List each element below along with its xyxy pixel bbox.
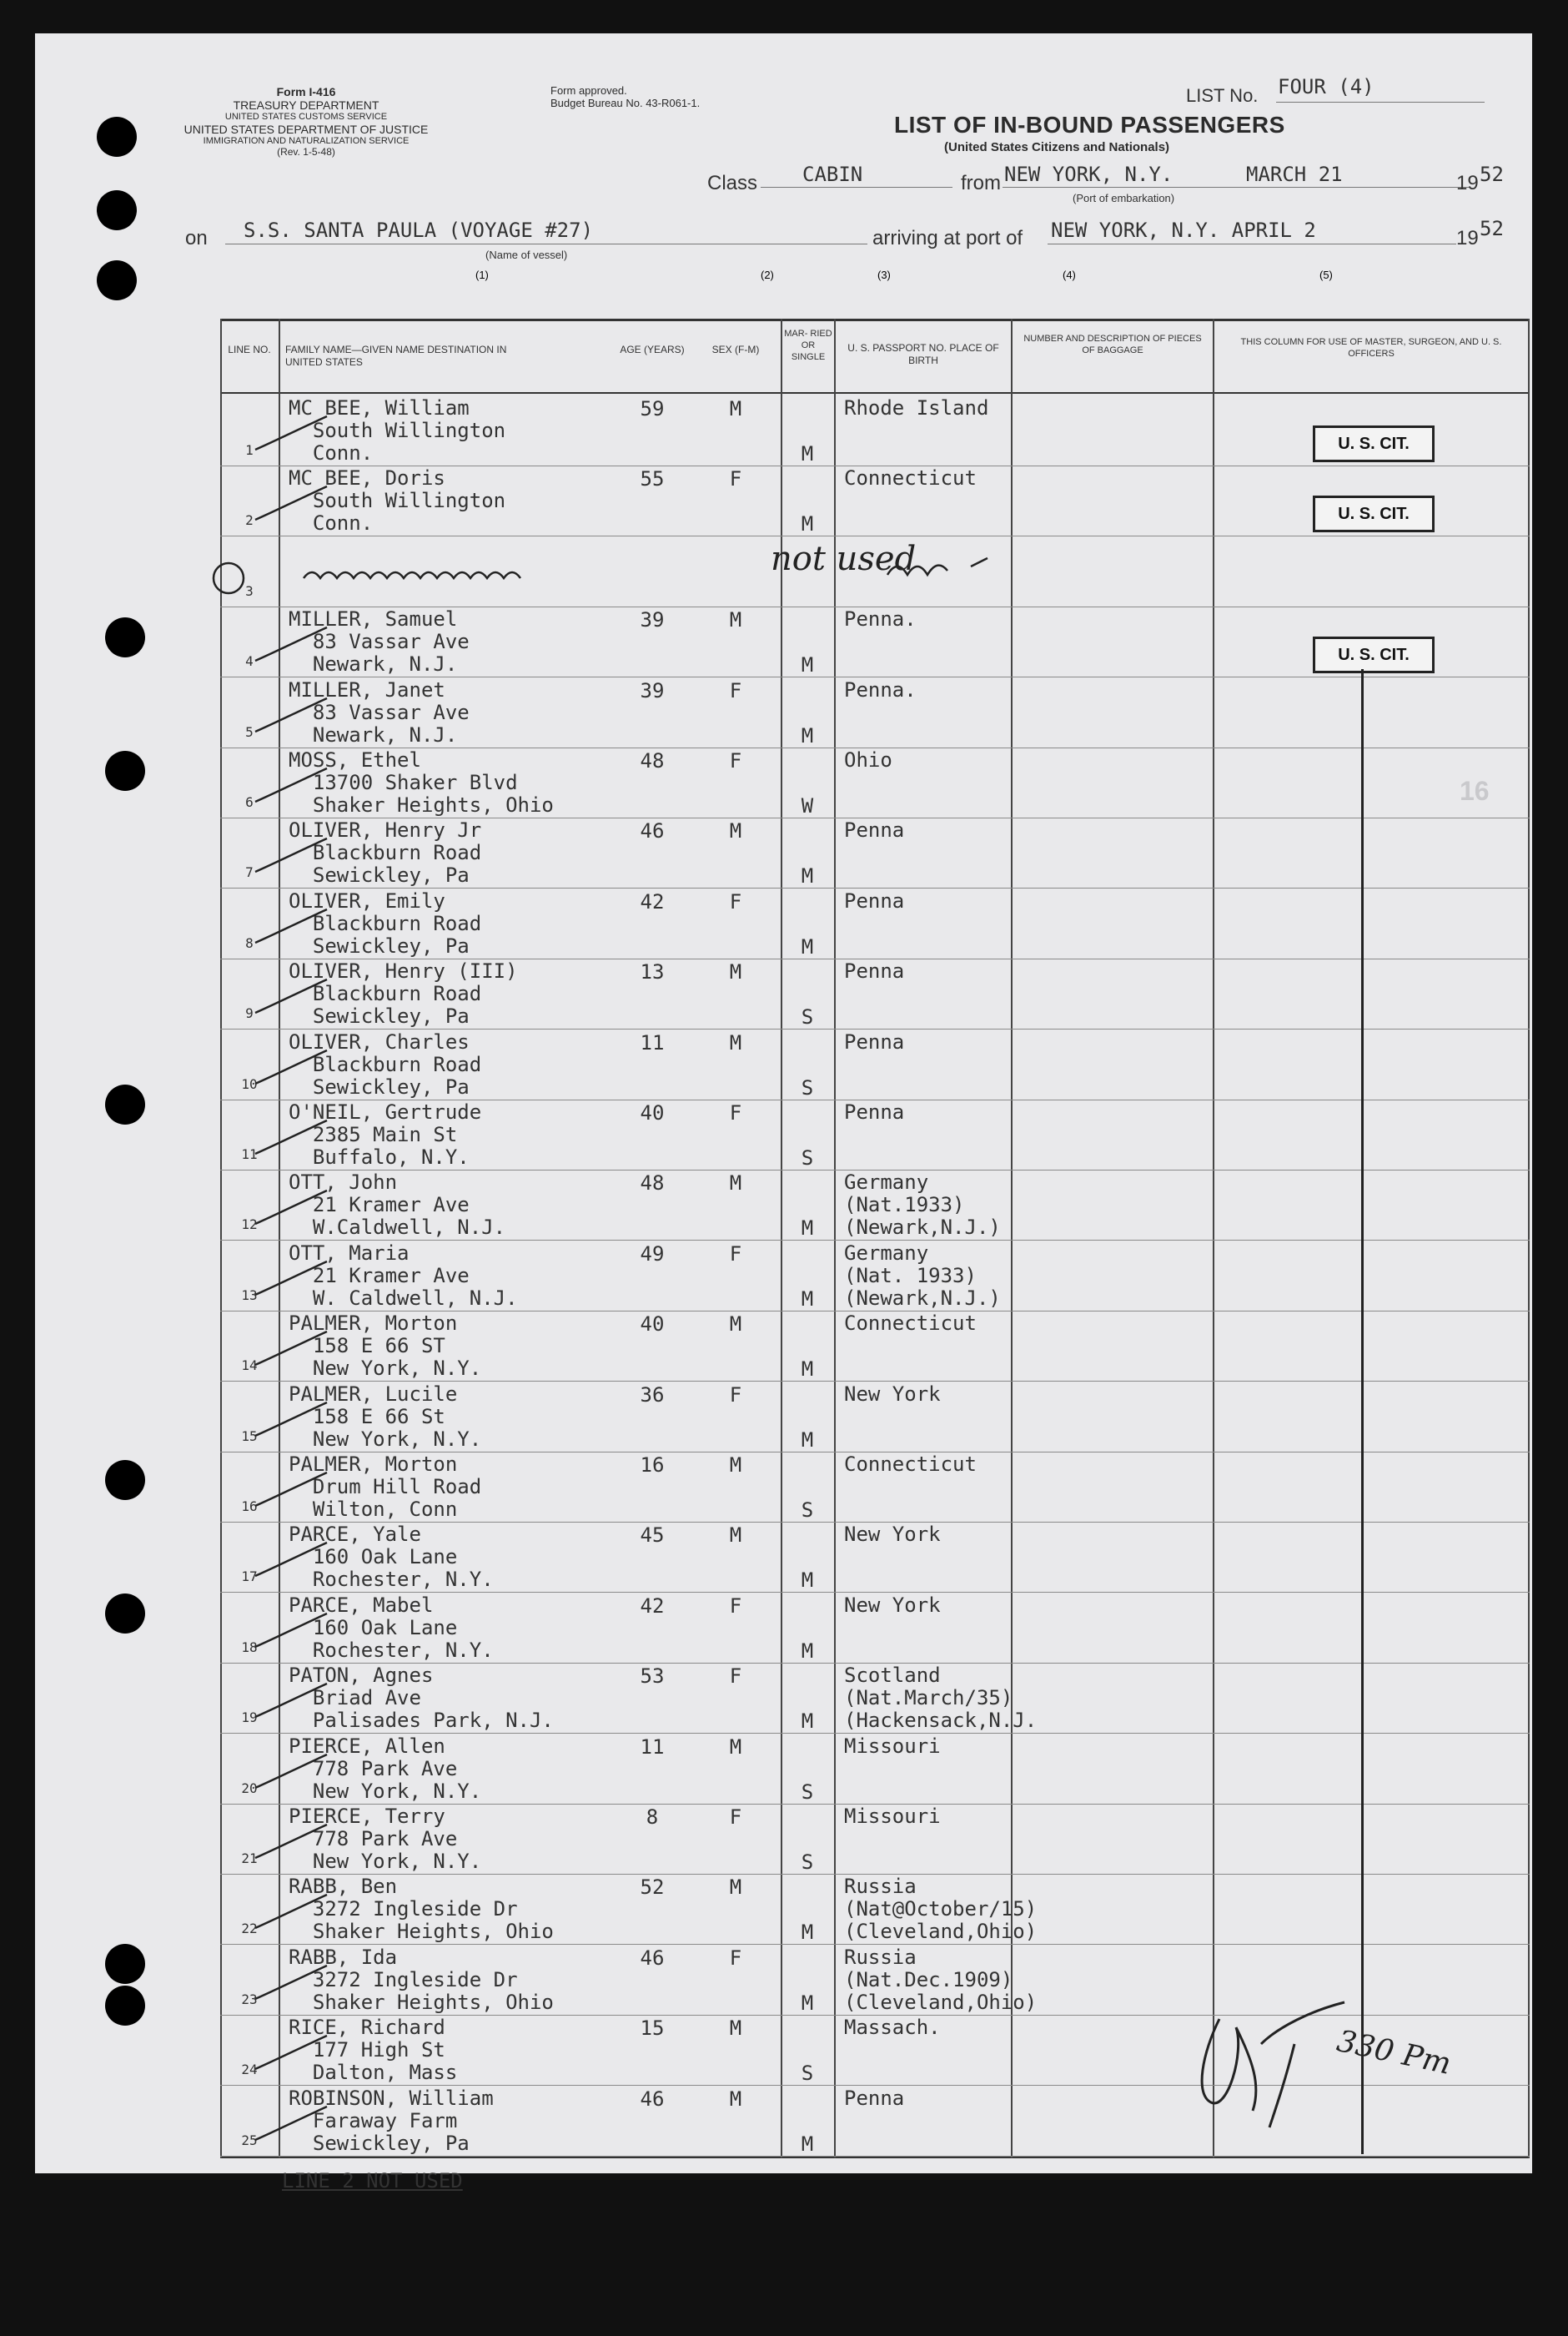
binder-hole	[97, 190, 137, 230]
passenger-age: 45	[640, 1523, 665, 1548]
passenger-sex: M	[729, 2087, 742, 2111]
check-mark-icon	[254, 1538, 329, 1580]
handwritten-time-note: 330 Pm	[1334, 2024, 1455, 2082]
marital-status: M	[801, 1216, 814, 1241]
approval-block	[550, 85, 700, 110]
table-row	[220, 1593, 1530, 1663]
table-row	[220, 959, 1530, 1029]
passenger-name-address: PALMER, Morton Drum Hill Road Wilton, Conn	[289, 1452, 482, 1521]
passenger-name-address: PATON, Agnes Briad Ave Palisades Park, N.J.	[289, 1664, 554, 1733]
check-mark-icon	[254, 1398, 329, 1440]
table-row	[220, 818, 1530, 888]
binder-hole	[105, 1944, 145, 1984]
marital-status: S	[801, 1780, 814, 1804]
check-mark-icon	[254, 2102, 329, 2144]
col-number-5: (5)	[1319, 269, 1333, 281]
passenger-sex: M	[729, 960, 742, 984]
table-row	[220, 395, 1530, 466]
header-passport: U. S. PASSPORT NO. PLACE OF BIRTH	[847, 342, 999, 366]
place-of-birth: Penna	[844, 818, 905, 843]
passenger-sex: F	[729, 1241, 742, 1266]
passenger-sex: M	[729, 1171, 742, 1196]
treasury-dept: TREASURY DEPARTMENT	[233, 98, 379, 113]
passenger-name-address: MC BEE, Doris South Willington Conn.	[289, 466, 506, 536]
arrival-value: NEW YORK, N.Y. APRIL 2	[1051, 219, 1316, 242]
table-row	[220, 1522, 1530, 1592]
from-label: from	[961, 172, 1001, 194]
passenger-sex: F	[729, 678, 742, 702]
place-of-birth: Penna.	[844, 607, 917, 632]
passenger-age: 48	[640, 749, 665, 773]
table-row	[220, 1874, 1530, 1944]
col-number-4: (4)	[1063, 269, 1076, 281]
justice-dept: UNITED STATES DEPARTMENT OF JUSTICE	[183, 122, 429, 136]
place-of-birth: Connecticut	[844, 1452, 977, 1476]
passenger-sex: M	[729, 1030, 742, 1055]
table-row	[220, 889, 1530, 959]
line-number: 14	[241, 1357, 258, 1374]
marital-status: M	[801, 1357, 814, 1382]
header-line-no: LINE NO.	[228, 344, 271, 355]
marital-status: W	[801, 794, 814, 818]
list-number-underline	[1276, 102, 1485, 103]
passenger-sex: M	[729, 397, 742, 420]
place-of-birth: Connecticut	[844, 466, 977, 491]
line-number: 1	[245, 442, 254, 458]
class-label: Class	[707, 172, 758, 194]
on-label: on	[185, 227, 208, 249]
header-sex: SEX (F-M)	[711, 344, 760, 355]
passenger-name-address: OTT, John 21 Kramer Ave W.Caldwell, N.J.	[289, 1171, 506, 1240]
passenger-age: 46	[640, 819, 665, 843]
passenger-name-address: MILLER, Samuel 83 Vassar Ave Newark, N.J.	[289, 607, 470, 677]
passenger-age: 8	[646, 1805, 659, 1829]
passenger-name-address: OTT, Maria 21 Kramer Ave W. Caldwell, N.J.	[289, 1241, 518, 1310]
passenger-sex: F	[729, 1664, 742, 1689]
passenger-sex: F	[729, 467, 742, 491]
line-number: 7	[245, 864, 254, 881]
place-of-birth: Russia (Nat@October/15) (Cleveland,Ohio)	[844, 1875, 1038, 1944]
table-row	[220, 1734, 1530, 1804]
class-value: CABIN	[802, 163, 863, 186]
place-of-birth: Germany (Nat.1933) (Newark,N.J.)	[844, 1171, 1001, 1240]
check-mark-icon	[254, 1468, 329, 1510]
place-of-birth: Penna	[844, 959, 905, 984]
passenger-name-address: OLIVER, Emily Blackburn Road Sewickley, Pa	[289, 889, 482, 958]
manifest-page	[35, 33, 1532, 2193]
passenger-age: 13	[640, 960, 665, 984]
passenger-name-address: MOSS, Ethel 13700 Shaker Blvd Shaker Heights, Ohio	[289, 748, 554, 817]
marital-status: M	[801, 653, 814, 677]
passenger-name-address: RICE, Richard 177 High St Dalton, Mass	[289, 2016, 458, 2085]
us-citizen-stamp: U. S. CIT.	[1313, 496, 1435, 532]
passenger-sex: M	[729, 2016, 742, 2041]
passenger-age: 59	[640, 397, 665, 420]
passenger-sex: F	[729, 749, 742, 773]
form-number: Form I-416	[276, 85, 336, 98]
place-of-birth: Penna.	[844, 677, 917, 702]
table-row	[220, 1663, 1530, 1733]
marital-status: M	[801, 723, 814, 748]
col-number-2: (2)	[761, 269, 774, 281]
passenger-name-address: MC BEE, William South Willington Conn.	[289, 396, 506, 465]
passenger-age: 48	[640, 1171, 665, 1196]
marital-status: M	[801, 1639, 814, 1663]
passenger-age: 40	[640, 1312, 665, 1337]
table-row	[220, 748, 1530, 818]
check-mark-icon	[254, 623, 329, 665]
marital-status: S	[801, 1075, 814, 1100]
passenger-age: 36	[640, 1382, 665, 1407]
place-of-birth: New York	[844, 1523, 941, 1547]
table-row	[220, 536, 1530, 607]
marital-status: M	[801, 1286, 814, 1311]
col-number-3: (3)	[877, 269, 891, 281]
passenger-sex: F	[729, 1946, 742, 1970]
line-number: 9	[245, 1005, 254, 1022]
line-number: 24	[241, 2062, 258, 2078]
list-number-value: FOUR (4)	[1278, 75, 1375, 98]
check-mark-icon	[254, 1116, 329, 1158]
arrival-year-value: 52	[1480, 217, 1504, 240]
marital-status: M	[801, 512, 814, 536]
passenger-sex: F	[729, 1101, 742, 1125]
line-number: 20	[241, 1780, 258, 1796]
passenger-age: 11	[640, 1030, 665, 1055]
line-number: 8	[245, 934, 254, 951]
immigration-service: IMMIGRATION AND NATURALIZATION SERVICE	[203, 135, 410, 146]
binder-hole	[105, 1460, 145, 1500]
line-number: 11	[241, 1146, 258, 1162]
check-mark-icon	[254, 1890, 329, 1932]
check-mark-icon	[254, 905, 329, 947]
line-number: 13	[241, 1286, 258, 1303]
place-of-birth: Penna	[844, 1100, 905, 1124]
line-number: 6	[245, 794, 254, 810]
binder-hole	[105, 1986, 145, 2026]
line-number: 23	[241, 1991, 258, 2007]
place-of-birth: Penna	[844, 889, 905, 913]
marital-status: S	[801, 1005, 814, 1030]
table-row	[220, 1452, 1530, 1522]
passenger-age: 15	[640, 2016, 665, 2041]
marital-status: M	[801, 934, 814, 959]
passenger-age: 46	[640, 1946, 665, 1970]
marital-status: M	[801, 1568, 814, 1593]
table-row	[220, 1241, 1530, 1311]
table-row	[220, 1311, 1530, 1381]
line-number: 25	[241, 2132, 258, 2148]
passenger-age: 49	[640, 1241, 665, 1266]
place-of-birth: Penna	[844, 1030, 905, 1054]
passenger-name-address: PALMER, Morton 158 E 66 ST New York, N.Y.	[289, 1311, 482, 1381]
passenger-name-address: PIERCE, Terry 778 Park Ave New York, N.Y.	[289, 1805, 482, 1873]
marital-status: M	[801, 1991, 814, 2015]
embark-port-value: NEW YORK, N.Y.	[1004, 163, 1173, 186]
port-embarkation-caption: (Port of embarkation)	[1073, 192, 1175, 204]
form-approved: Form approved.	[550, 84, 627, 97]
line-number: 19	[241, 1709, 258, 1726]
check-mark-icon	[254, 412, 329, 454]
check-mark-icon	[254, 1327, 329, 1369]
passenger-age: 53	[640, 1664, 665, 1689]
passenger-sex: M	[729, 1734, 742, 1759]
binder-hole	[105, 617, 145, 657]
line-number: 12	[241, 1216, 258, 1233]
passenger-age: 39	[640, 678, 665, 702]
passenger-name-address: PARCE, Yale 160 Oak Lane Rochester, N.Y.	[289, 1523, 494, 1592]
embark-date-value: MARCH 21	[1246, 163, 1343, 186]
arriving-label: arriving at port of	[872, 227, 1023, 249]
header-officers: THIS COLUMN FOR USE OF MASTER, SURGEON, AND U. S. OFFICERS	[1240, 337, 1502, 359]
check-mark-icon	[254, 1046, 329, 1088]
year-prefix: 19	[1456, 172, 1479, 194]
check-mark-icon	[254, 1820, 329, 1862]
check-mark-icon	[254, 975, 329, 1017]
passenger-age: 46	[640, 2087, 665, 2111]
header-married: MAR- RIED OR SINGLE	[784, 329, 832, 362]
marital-status: M	[801, 864, 814, 889]
embark-underline	[1003, 187, 1470, 188]
table-row	[220, 1382, 1530, 1452]
line-number: 15	[241, 1427, 258, 1444]
header-age: AGE (YEARS)	[620, 344, 685, 355]
marital-status: M	[801, 1709, 814, 1734]
footer-note: LINE 2 NOT USED	[282, 2169, 463, 2193]
arrival-year-prefix: 19	[1456, 227, 1479, 249]
marital-status: S	[801, 2062, 814, 2086]
check-mark-icon	[254, 1750, 329, 1792]
table-bottom-border	[220, 2157, 1530, 2158]
list-number-label: LIST No.	[1186, 85, 1259, 106]
line-number: 17	[241, 1568, 258, 1585]
line-number: 16	[241, 1498, 258, 1514]
place-of-birth: Missouri	[844, 1805, 941, 1828]
check-mark-icon	[254, 1961, 329, 2003]
place-of-birth: Scotland (Nat.March/35) (Hackensack,N.J.	[844, 1664, 1038, 1733]
passenger-sex: F	[729, 1805, 742, 1829]
document-subtitle: (United States Citizens and Nationals)	[944, 140, 1170, 154]
passenger-name-address: OLIVER, Henry Jr Blackburn Road Sewickley, Pa	[289, 818, 482, 888]
marital-status: S	[801, 1850, 814, 1874]
check-mark-icon	[254, 482, 329, 524]
passenger-sex: F	[729, 889, 742, 914]
passenger-name-address: PIERCE, Allen 778 Park Ave New York, N.Y.	[289, 1734, 482, 1803]
passenger-sex: M	[729, 1875, 742, 1900]
check-mark-icon	[254, 1609, 329, 1651]
binder-hole	[97, 117, 137, 157]
passenger-sex: F	[729, 1593, 742, 1618]
row-separator	[220, 2156, 1530, 2157]
us-citizen-stamp: U. S. CIT.	[1313, 637, 1435, 673]
place-of-birth: New York	[844, 1382, 941, 1406]
budget-bureau: Budget Bureau No. 43-R061-1.	[550, 96, 701, 109]
place-of-birth: Rhode Island	[844, 396, 989, 420]
binder-hole	[105, 1593, 145, 1634]
passenger-age: 52	[640, 1875, 665, 1900]
line-number: 22	[241, 1921, 258, 1937]
passenger-age: 55	[640, 467, 665, 491]
form-revision: (Rev. 1-5-48)	[277, 145, 335, 158]
document-title: LIST OF IN-BOUND PASSENGERS	[894, 112, 1285, 138]
marital-status: M	[801, 442, 814, 466]
passenger-age: 11	[640, 1734, 665, 1759]
table-row	[220, 466, 1530, 536]
table-row	[220, 1804, 1530, 1874]
place-of-birth: Missouri	[844, 1734, 941, 1758]
marital-status: S	[801, 1146, 814, 1170]
passenger-name-address: PARCE, Mabel 160 Oak Lane Rochester, N.Y.	[289, 1593, 494, 1662]
marital-status: M	[801, 1921, 814, 1945]
check-mark-icon	[254, 764, 329, 806]
passenger-age: 40	[640, 1101, 665, 1125]
check-mark-icon	[254, 1186, 329, 1228]
passenger-sex: M	[729, 1453, 742, 1477]
binder-hole	[97, 260, 137, 300]
passenger-sex: F	[729, 1382, 742, 1407]
line-number: 18	[241, 1639, 258, 1655]
place-of-birth: Germany (Nat. 1933) (Newark,N.J.)	[844, 1241, 1001, 1310]
passenger-name-address: O'NEIL, Gertrude 2385 Main St Buffalo, N.Y.	[289, 1100, 482, 1169]
table-row	[220, 1030, 1530, 1100]
passenger-name-address: PALMER, Lucile 158 E 66 St New York, N.Y.	[289, 1382, 482, 1451]
place-of-birth: Ohio	[844, 748, 892, 772]
marital-status: M	[801, 1427, 814, 1452]
passenger-sex: M	[729, 1523, 742, 1548]
passenger-name-address: RABB, Ben 3272 Ingleside Dr Shaker Heights, Ohio	[289, 1875, 554, 1944]
passenger-name-address: OLIVER, Henry (III) Blackburn Road Sewickley, Pa	[289, 959, 518, 1029]
handwritten-not-used-note: not used	[771, 539, 917, 578]
col-number-1: (1)	[475, 269, 489, 281]
header-baggage: NUMBER AND DESCRIPTION OF PIECES OF BAGGAGE	[1023, 334, 1202, 355]
line-number: 2	[245, 512, 254, 529]
place-of-birth: New York	[844, 1593, 941, 1617]
table-header-border	[220, 392, 1530, 394]
passenger-age: 42	[640, 889, 665, 914]
passenger-sex: M	[729, 819, 742, 843]
passenger-name-address: MILLER, Janet 83 Vassar Ave Newark, N.J.	[289, 677, 470, 747]
table-row	[220, 1170, 1530, 1240]
check-mark-icon	[254, 834, 329, 876]
table-row	[220, 607, 1530, 677]
place-of-birth: Connecticut	[844, 1311, 977, 1336]
line-number: 21	[241, 1850, 258, 1866]
passenger-name-address: ROBINSON, William Faraway Farm Sewickley, Pa	[289, 2086, 494, 2155]
marital-status: S	[801, 1498, 814, 1522]
binder-hole	[105, 751, 145, 791]
line-number: 5	[245, 723, 254, 740]
place-of-birth: Penna	[844, 2086, 905, 2110]
check-mark-icon	[254, 1257, 329, 1299]
us-citizen-stamp: U. S. CIT.	[1313, 425, 1435, 462]
passenger-table	[220, 319, 1530, 2158]
vessel-caption: (Name of vessel)	[485, 249, 568, 261]
passenger-age: 39	[640, 608, 665, 632]
table-row	[220, 677, 1530, 748]
place-of-birth: Russia (Nat.Dec.1909) (Cleveland,Ohio)	[844, 1945, 1038, 2014]
check-mark-icon	[254, 1679, 329, 1721]
check-mark-icon	[254, 694, 329, 736]
passenger-name-address: OLIVER, Charles Blackburn Road Sewickley, Pa	[289, 1030, 482, 1099]
marital-status: M	[801, 2132, 814, 2156]
class-underline	[761, 187, 952, 188]
binder-hole	[105, 1085, 145, 1125]
header-name: FAMILY NAME—GIVEN NAME DESTINATION IN UNITED STATES	[285, 344, 507, 368]
year-value: 52	[1480, 163, 1504, 186]
passenger-sex: M	[729, 1312, 742, 1337]
table-top-border	[220, 319, 1530, 321]
page-stamp-number: 16	[1460, 776, 1490, 806]
place-of-birth: Massach.	[844, 2016, 941, 2040]
line-number: 3	[245, 582, 254, 599]
customs-service: UNITED STATES CUSTOMS SERVICE	[224, 112, 388, 123]
table-row	[220, 1100, 1530, 1170]
passenger-age: 16	[640, 1453, 665, 1477]
vessel-value: S.S. SANTA PAULA (VOYAGE #27)	[244, 219, 594, 242]
form-agency-block	[164, 85, 448, 158]
check-mark-icon	[254, 2031, 329, 2073]
line-number: 10	[241, 1075, 258, 1092]
passenger-name-address: RABB, Ida 3272 Ingleside Dr Shaker Heights, Ohio	[289, 1945, 554, 2014]
officer-check-line	[1361, 669, 1364, 2154]
passenger-age: 42	[640, 1593, 665, 1618]
passenger-sex: M	[729, 608, 742, 632]
line-number: 4	[245, 653, 254, 670]
